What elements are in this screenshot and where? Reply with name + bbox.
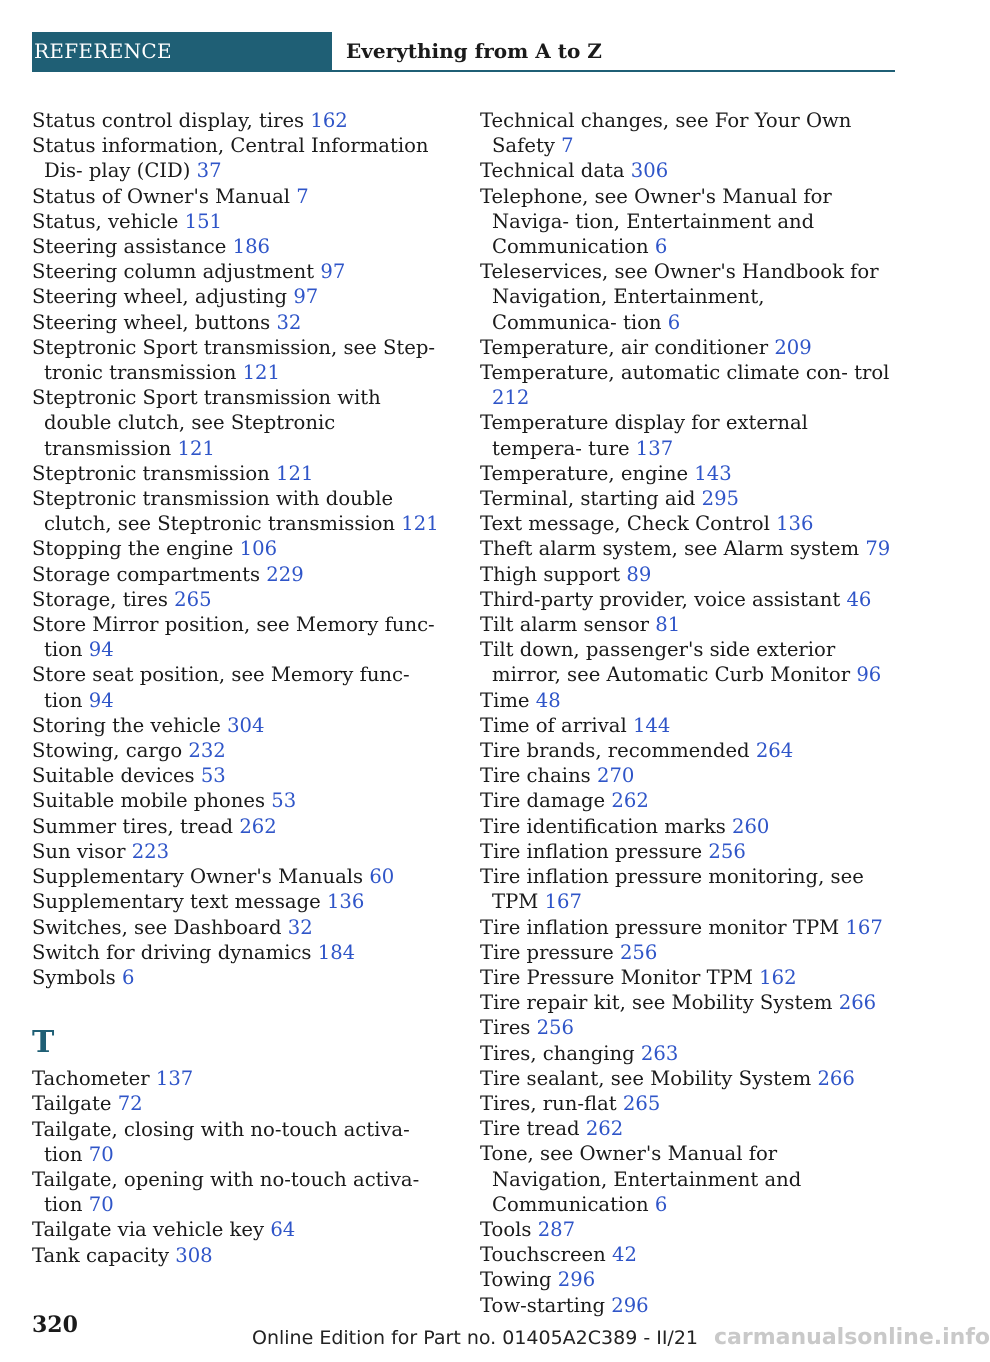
page-reference-link[interactable]: 6 [667, 310, 681, 334]
index-entry [480, 915, 895, 940]
index-entry [32, 184, 452, 209]
page-reference-link[interactable]: 136 [776, 512, 814, 536]
page-reference-link[interactable]: 64 [270, 1218, 296, 1242]
index-entry [32, 889, 452, 914]
index-entry [480, 461, 895, 486]
index-entry [480, 511, 895, 536]
index-entry-text: Terminal, starting aid [480, 487, 696, 511]
page-reference-link[interactable]: 81 [655, 613, 681, 637]
page-reference-link[interactable]: 167 [544, 890, 582, 914]
index-entry-text: Third-party provider, voice assistant [480, 587, 841, 611]
index-entry-text: Tilt down, passenger's side exterior mirror, see Automatic Curb Monitor [480, 638, 851, 687]
index-entry-text: Tires [480, 1016, 531, 1040]
section-letter: T [32, 1025, 55, 1061]
index-entry-text: Tire chains [480, 764, 591, 788]
page-reference-link[interactable]: 53 [200, 764, 226, 788]
index-entry-text: Tire tread [480, 1117, 580, 1141]
index-entry-text: Tire repair kit, see Mobility System [480, 991, 833, 1015]
page-reference-link[interactable]: 306 [630, 159, 669, 183]
index-entry [32, 612, 452, 662]
index-entry [32, 864, 452, 889]
page-reference-link[interactable]: 6 [121, 965, 135, 989]
index-entry-text: Store Mirror position, see Memory func- tion [32, 613, 435, 662]
index-entry [480, 612, 895, 637]
index-entry-text: Steptronic Sport transmission with double clutch, see Steptronic transmission [32, 386, 381, 460]
page-reference-link[interactable]: 151 [184, 209, 223, 233]
index-entry-text: Supplementary Owner's Manuals [32, 865, 364, 889]
index-entry-text: Steptronic transmission with double clutch, see Steptronic transmission [32, 487, 396, 536]
index-entry [32, 940, 452, 965]
index-entry [32, 259, 452, 284]
index-entry [480, 158, 895, 183]
index-entry-text: Tire sealant, see Mobility System [480, 1066, 812, 1090]
index-entry [480, 108, 895, 158]
index-entry [32, 133, 452, 183]
page-reference-link[interactable]: 94 [88, 638, 114, 662]
index-entry [480, 940, 895, 965]
index-entry-text: Tire inflation pressure monitor TPM [480, 915, 840, 939]
index-entry [32, 662, 452, 712]
page-number: 320 [32, 1312, 78, 1338]
page-reference-link[interactable]: 32 [276, 310, 302, 334]
index-entry-text: Supplementary text message [32, 890, 321, 914]
page-reference-link[interactable]: 70 [88, 1193, 114, 1217]
page-reference-link[interactable]: 32 [287, 915, 313, 939]
index-entry-text: Text message, Check Control [480, 512, 770, 536]
page-reference-link[interactable]: 262 [585, 1117, 624, 1141]
index-column-left [32, 108, 452, 1268]
index-entry-text: Tools [480, 1217, 532, 1241]
index-entry [32, 461, 452, 486]
index-entry-text: Stowing, cargo [32, 739, 183, 763]
index-entry-text: Technical data [480, 159, 625, 183]
index-entry-text: Steering wheel, adjusting [32, 285, 288, 309]
index-entry-text: Telephone, see Owner's Manual for Naviga- tion, Entertainment and Communication [480, 184, 832, 259]
index-entry [32, 234, 452, 259]
page-reference-link[interactable]: 79 [865, 537, 891, 561]
page-reference-link[interactable]: 264 [755, 739, 794, 763]
index-list-t [32, 1066, 452, 1268]
index-entry-text: Status, vehicle [32, 209, 179, 233]
index-entry [32, 209, 452, 234]
page-reference-link[interactable]: 262 [239, 814, 277, 838]
page-reference-link[interactable]: 89 [626, 562, 652, 586]
index-list-t-continued [480, 108, 895, 1318]
page-reference-link[interactable]: 232 [188, 739, 226, 763]
index-entry [480, 1116, 895, 1141]
index-entry [480, 1066, 895, 1091]
edition-footer: Online Edition for Part no. 01405A2C389 - II/21 [252, 1327, 699, 1349]
index-entry [480, 1267, 895, 1292]
index-entry [32, 587, 452, 612]
index-entry-text: Tires, run-flat [480, 1091, 617, 1115]
index-entry [480, 587, 895, 612]
index-entry [480, 738, 895, 763]
page-reference-link[interactable]: 229 [266, 562, 304, 586]
page-reference-link[interactable]: 263 [640, 1041, 679, 1065]
page-reference-link[interactable]: 256 [536, 1016, 574, 1040]
page-reference-link[interactable]: 136 [326, 890, 365, 914]
index-entry [32, 713, 452, 738]
index-entry-text: Towing [480, 1268, 552, 1292]
index-entry [32, 1066, 452, 1091]
page-reference-link[interactable]: 296 [557, 1268, 596, 1292]
page-reference-link[interactable]: 143 [694, 461, 732, 485]
index-entry [480, 360, 895, 410]
index-entry-text: Steptronic transmission [32, 461, 270, 485]
page-reference-link[interactable]: 162 [759, 965, 797, 989]
page-reference-link[interactable]: 7 [561, 134, 574, 158]
index-entry-text: Storing the vehicle [32, 713, 221, 737]
index-entry [480, 1015, 895, 1040]
index-entry [32, 915, 452, 940]
page-reference-link[interactable]: 72 [117, 1092, 143, 1116]
index-entry-text: Tank capacity [32, 1243, 170, 1267]
index-entry [32, 1091, 452, 1116]
index-entry [480, 1041, 895, 1066]
index-entry-text: Touchscreen [480, 1243, 606, 1267]
index-entry-text: Tire Pressure Monitor TPM [480, 965, 753, 989]
index-entry [32, 1117, 452, 1167]
index-entry [480, 1242, 895, 1267]
index-entry [32, 738, 452, 763]
index-entry-text: Technical changes, see For Your Own Safety [480, 109, 852, 158]
page-reference-link[interactable]: 46 [846, 587, 872, 611]
index-entry-text: Status of Owner's Manual [32, 184, 291, 208]
page-reference-link[interactable]: 37 [196, 159, 222, 183]
page-reference-link[interactable]: 144 [632, 713, 671, 737]
index-entry-text: Switches, see Dashboard [32, 915, 282, 939]
index-entry-text: Tire pressure [480, 940, 614, 964]
page-reference-link[interactable]: 137 [155, 1067, 194, 1091]
page-reference-link[interactable]: 308 [175, 1243, 213, 1267]
index-entry-text: Symbols [32, 965, 116, 989]
index-entry-text: Theft alarm system, see Alarm system [480, 537, 860, 561]
index-entry-text: Tow-starting [480, 1293, 606, 1317]
index-entry [480, 259, 895, 335]
index-entry [32, 1217, 452, 1242]
index-entry-text: Tachometer [32, 1067, 150, 1091]
index-entry [32, 536, 452, 561]
index-entry [480, 1293, 895, 1318]
index-list-s [32, 108, 452, 990]
page-reference-link[interactable]: 265 [622, 1091, 661, 1115]
index-entry-text: Storage compartments [32, 562, 261, 586]
index-entry [480, 839, 895, 864]
index-entry [32, 1243, 452, 1268]
page-reference-link[interactable]: 42 [612, 1243, 637, 1267]
index-entry-text: Tone, see Owner's Manual for Navigation, Entertainment and Communication [480, 1142, 802, 1216]
index-entry [480, 688, 895, 713]
page-reference-link[interactable]: 266 [817, 1066, 855, 1090]
page-reference-link[interactable]: 121 [242, 361, 280, 385]
page-reference-link[interactable]: 167 [845, 915, 883, 939]
page-reference-link[interactable]: 270 [596, 764, 635, 788]
page-reference-link[interactable]: 186 [232, 235, 271, 259]
index-entry-text: Steering wheel, buttons [32, 310, 271, 334]
index-entry-text: Time [480, 688, 530, 712]
index-entry [480, 814, 895, 839]
index-entry [480, 335, 895, 360]
index-entry-text: Stopping the engine [32, 537, 234, 561]
index-entry [32, 385, 452, 461]
page-reference-link[interactable]: 121 [276, 461, 314, 485]
index-entry-text: Temperature, engine [480, 461, 689, 485]
index-entry [32, 108, 452, 133]
page-reference-link[interactable]: 162 [310, 109, 348, 132]
page-reference-link[interactable]: 256 [619, 940, 658, 964]
index-entry [480, 1141, 895, 1217]
index-entry-text: Temperature, air conditioner [480, 335, 769, 359]
index-entry [32, 1167, 452, 1217]
page-reference-link[interactable]: 295 [701, 487, 740, 511]
page-reference-link[interactable]: 209 [774, 335, 812, 359]
index-entry-text: Thigh support [480, 562, 621, 586]
index-entry [480, 1091, 895, 1116]
index-entry-text: Status control display, tires [32, 109, 305, 132]
index-entry [480, 990, 895, 1015]
index-entry [32, 335, 452, 385]
index-entry [480, 1217, 895, 1242]
page-reference-link[interactable]: 94 [88, 688, 114, 712]
index-entry-text: Temperature, automatic climate con- trol [480, 361, 890, 385]
page-reference-link[interactable]: 262 [611, 789, 649, 813]
page-reference-link[interactable]: 212 [492, 386, 530, 410]
index-entry-text: Steptronic Sport transmission, see Step- tronic transmission [32, 335, 436, 385]
index-entry-text: Tailgate [32, 1092, 112, 1116]
index-entry [480, 410, 895, 460]
page-title: Everything from A to Z [346, 39, 602, 63]
index-entry-text: Tire brands, recommended [480, 739, 750, 763]
index-entry-text: Tire inflation pressure [480, 839, 703, 863]
page-reference-link[interactable]: 296 [611, 1293, 649, 1317]
index-entry [480, 763, 895, 788]
index-entry [32, 814, 452, 839]
page-reference-link[interactable]: 70 [88, 1142, 114, 1166]
index-entry-text: Teleservices, see Owner's Handbook for Navigation, Entertainment, Communica- tion [480, 260, 879, 334]
page-reference-link[interactable]: 97 [320, 260, 346, 284]
page-reference-link[interactable]: 53 [271, 789, 297, 813]
index-entry-text: Tailgate, opening with no-touch activa- tion [32, 1167, 420, 1217]
page-reference-link[interactable]: 260 [732, 814, 770, 838]
index-entry-text: Suitable mobile phones [32, 789, 266, 813]
index-entry-text: Tire inflation pressure monitoring, see TPM [480, 865, 864, 914]
index-entry [480, 965, 895, 990]
index-entry [480, 562, 895, 587]
page-reference-link[interactable]: 265 [174, 587, 212, 611]
index-entry [32, 788, 452, 813]
index-entry-text: Suitable devices [32, 764, 195, 788]
index-entry-text: Tire identification marks [480, 814, 726, 838]
index-entry-text: Time of arrival [480, 713, 627, 737]
index-entry-text: Store seat position, see Memory func- tion [32, 663, 410, 712]
page-reference-link[interactable]: 256 [708, 839, 746, 863]
index-entry-text: Tilt alarm sensor [480, 613, 649, 637]
index-entry-text: Status information, Central Information Dis- play (CID) [32, 134, 429, 183]
page-reference-link[interactable]: 96 [856, 663, 882, 687]
index-entry-text: Tires, changing [480, 1041, 635, 1065]
index-entry-text: Steering column adjustment [32, 260, 315, 284]
index-entry [32, 284, 452, 309]
index-column-right [480, 108, 895, 1318]
index-entry [480, 864, 895, 914]
page-reference-link[interactable]: 48 [535, 688, 561, 712]
page-header [32, 32, 895, 72]
page-reference-link[interactable]: 106 [239, 537, 278, 561]
index-entry [32, 763, 452, 788]
page-reference-link[interactable]: 266 [838, 991, 877, 1015]
page-reference-link[interactable]: 7 [296, 184, 309, 208]
page-reference-link[interactable]: 184 [317, 940, 356, 964]
index-entry-text: Tailgate, closing with no-touch activa- tion [32, 1117, 410, 1166]
index-entry-text: Tailgate via vehicle key [32, 1218, 265, 1242]
page-reference-link[interactable]: 60 [369, 865, 395, 889]
index-entry [480, 713, 895, 738]
index-entry [480, 637, 895, 687]
index-entry [32, 839, 452, 864]
index-entry [480, 486, 895, 511]
index-entry [32, 965, 452, 990]
page-reference-link[interactable]: 287 [537, 1217, 576, 1241]
section-label: REFERENCE [32, 32, 332, 70]
index-entry-text: Tire damage [480, 789, 606, 813]
watermark-logo: carmanualsonline.info [714, 1325, 990, 1350]
page-reference-link[interactable]: 121 [177, 436, 215, 460]
page-reference-link[interactable]: 137 [635, 436, 674, 460]
index-entry-text: Steering assistance [32, 235, 227, 259]
index-entry [32, 310, 452, 335]
index-entry-text: Storage, tires [32, 587, 168, 611]
index-entry [32, 486, 452, 536]
index-entry-text: Switch for driving dynamics [32, 940, 312, 964]
page-reference-link[interactable]: 6 [654, 1192, 668, 1216]
index-entry-text: Temperature display for external tempera- ture [480, 411, 808, 460]
page-reference-link[interactable]: 97 [293, 285, 319, 309]
index-entry [480, 536, 895, 561]
index-entry [32, 562, 452, 587]
page-reference-link[interactable]: 304 [227, 713, 265, 737]
index-entry [480, 184, 895, 260]
page-reference-link[interactable]: 121 [401, 512, 439, 536]
index-entry [480, 788, 895, 813]
index-entry-text: Summer tires, tread [32, 814, 234, 838]
page-reference-link[interactable]: 6 [654, 235, 668, 259]
index-entry-text: Sun visor [32, 839, 126, 863]
page-reference-link[interactable]: 223 [131, 839, 170, 863]
